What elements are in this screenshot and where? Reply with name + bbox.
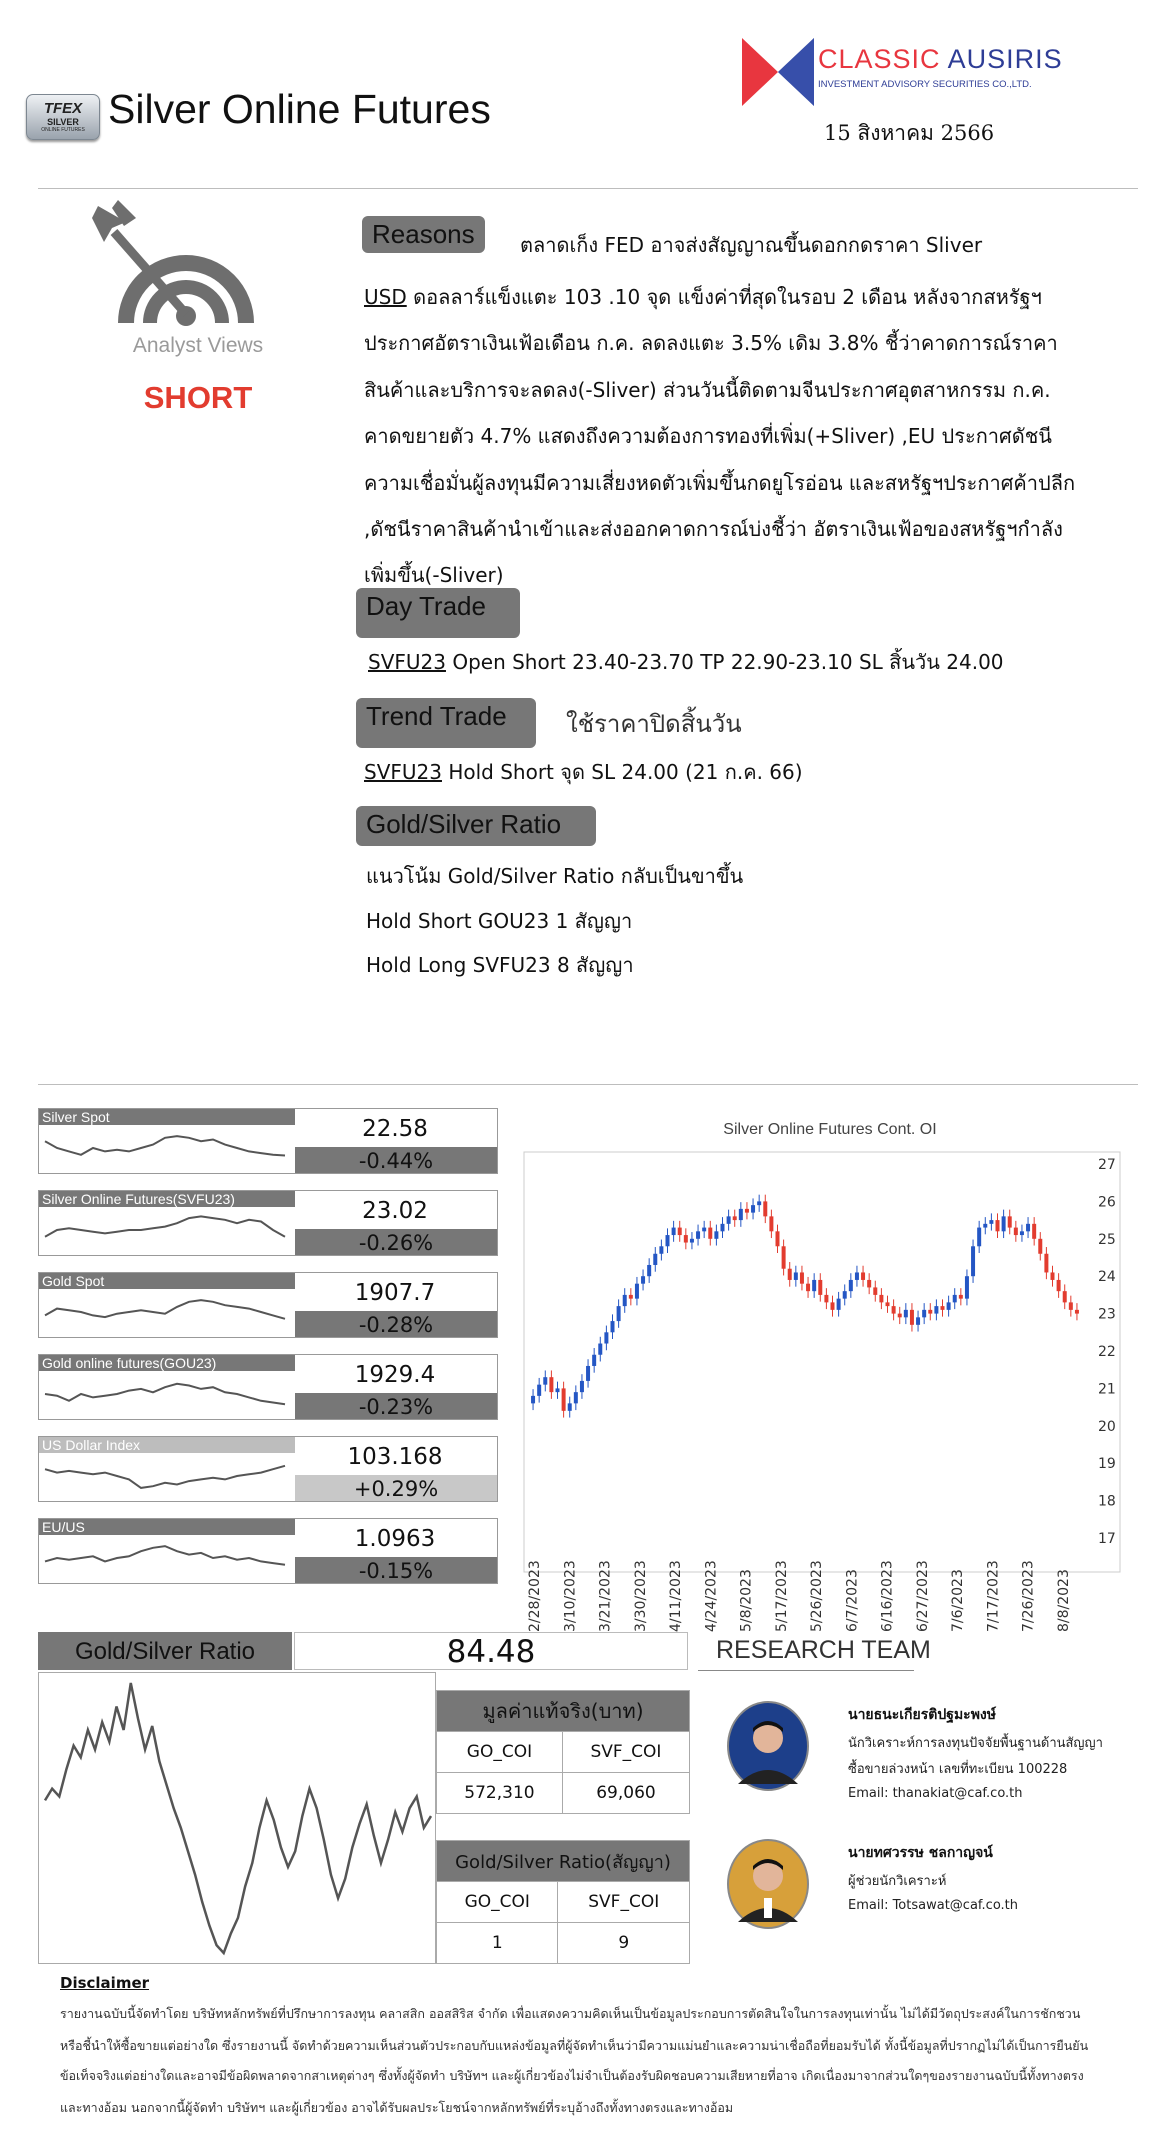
candle-body (733, 1216, 737, 1220)
x-tick-label: 5/17/2023 (773, 1560, 790, 1632)
ticker-value: 103.168 (347, 1444, 443, 1470)
candle-body (867, 1280, 871, 1287)
disclaimer-line-2: หรือชี้นำให้ซื้อขายแต่อย่างใด ซึ่งรายงานนี้ จัดทำด้วยความเห็นส่วนตัวประกอบกับแหล่งข้อมูลที่ผู้จัดทำเห็นว่ามีความแม่นยำและความน่าเชื่อถือที่ยอมรับได้ ทั้งนี้ข้อมูลที่ปรากฏไม่ได้เป็นการยืนยัน (60, 2038, 1089, 2053)
candle-body (1038, 1239, 1042, 1254)
ticker-value: 23.02 (362, 1198, 428, 1224)
candle-body (794, 1272, 798, 1279)
ticker-value: 1929.4 (354, 1362, 436, 1388)
ticker-label: Gold online futures(GOU23) (39, 1355, 295, 1371)
tfex-logo-sub2: ONLINE FUTURES (41, 127, 85, 133)
gs-ratio-title: Gold/Silver Ratio (38, 1632, 292, 1670)
gs-ratio-line-2: Hold Short GOU23 1 สัญญา (366, 909, 633, 933)
x-tick-label: 2/28/2023 (527, 1560, 543, 1632)
ticker-label: EU/US (39, 1519, 295, 1535)
analyst-2-avatar (726, 1838, 810, 1930)
x-tick-label: 4/11/2023 (668, 1560, 685, 1632)
trend-trade-symbol: SVFU23 (364, 760, 442, 784)
target-arrow-icon (88, 198, 278, 328)
contract-table-val-2: 9 (558, 1923, 690, 1964)
ticker-sparkline (41, 1535, 291, 1581)
disclaimer-line-1: รายงานฉบับนี้จัดทำโดย บริษัทหลักทรัพย์ที่ปรึกษาการลงทุน คลาสสิก ออสสิริส จำกัด เพื่อแสดงความคิดเห็นเป็นข้อมูลประกอบการตัดสินใจในการลงทุนเท่านั้น ไม่ได้มีวัตถุประสงค์ในการชักชวน (60, 2006, 1081, 2021)
x-tick-label: 6/7/2023 (844, 1569, 861, 1632)
candle-body (666, 1235, 670, 1246)
candle-body (769, 1216, 773, 1231)
contract-table-col-2: SVF_COI (558, 1882, 690, 1923)
candle-body (898, 1314, 902, 1318)
research-team-title: RESEARCH TEAM (716, 1636, 931, 1664)
candle-body (818, 1280, 822, 1295)
value-table-val-1: 572,310 (437, 1773, 563, 1814)
y-tick-label: 19 (1098, 1456, 1116, 1473)
candle-body (983, 1224, 987, 1228)
brand-name-b: AUSIRIS (947, 44, 1063, 74)
candle-body (1069, 1302, 1073, 1309)
ticker-label: Silver Online Futures(SVFU23) (39, 1191, 295, 1207)
y-tick-label: 20 (1098, 1418, 1116, 1435)
trend-trade-note: ใช้ราคาปิดสิ้นวัน (566, 710, 742, 738)
brand-name-a: CLASSIC (818, 44, 948, 74)
candle-body (537, 1385, 541, 1396)
analyst-1-name: นายธนะเกียรติปฐมะพงษ์ (848, 1707, 996, 1723)
candle-body (953, 1295, 957, 1302)
analyst-1-email: Email: thanakiat@caf.co.th (848, 1786, 1023, 1801)
gs-ratio-line-1: แนวโน้ม Gold/Silver Ratio กลับเป็นขาขึ้น (366, 864, 744, 888)
candle-body (641, 1276, 645, 1283)
contract-table-col-1: GO_COI (437, 1882, 558, 1923)
x-tick-label: 8/8/2023 (1055, 1569, 1072, 1632)
report-date: 15 สิงหาคม 2566 (824, 121, 995, 145)
candle-body (1002, 1216, 1006, 1231)
candle-body (776, 1231, 780, 1246)
candle-body (1057, 1280, 1061, 1291)
ticker-change: -0.26% (295, 1229, 497, 1255)
candle-body (879, 1295, 883, 1302)
value-table-val-2: 69,060 (562, 1773, 689, 1814)
contract-table-val-1: 1 (437, 1923, 558, 1964)
value-table-col-1: GO_COI (437, 1732, 563, 1773)
y-tick-label: 17 (1098, 1531, 1116, 1547)
candle-body (1008, 1216, 1012, 1227)
contract-table-header: Gold/Silver Ratio(สัญญา) (437, 1841, 690, 1882)
usd-link: USD (364, 285, 407, 309)
ticker-sparkline (41, 1207, 291, 1253)
ticker-sparkline (41, 1125, 291, 1171)
candle-body (763, 1201, 767, 1216)
analyst-1-role: นักวิเคราะห์การลงทุนปัจจัยพื้นฐานด้านสัญญา (848, 1736, 1103, 1751)
candle-body (849, 1280, 853, 1291)
candle-body (592, 1355, 596, 1366)
tfex-logo-sub: SILVER (47, 117, 79, 127)
ticker-panel (38, 1272, 498, 1338)
candle-body (659, 1246, 663, 1253)
analyst-2-role: ผู้ช่วยนักวิเคราะห์ (848, 1874, 947, 1889)
ticker-label: Gold Spot (39, 1273, 295, 1289)
candle-body (892, 1306, 896, 1313)
analyst-2-email: Email: Totsawat@caf.co.th (848, 1898, 1019, 1913)
candle-body (623, 1295, 627, 1306)
candle-body (531, 1396, 535, 1403)
analyst-1-role-2: ซื้อขายล่วงหน้า เลขที่ทะเบียน 100228 (848, 1762, 1068, 1777)
signal-label: SHORT (143, 380, 253, 415)
contract-table (436, 1840, 690, 1964)
x-tick-label: 7/26/2023 (1020, 1560, 1037, 1632)
reasons-line-2 (364, 281, 1042, 313)
y-tick-label: 22 (1098, 1344, 1116, 1360)
trend-trade-tag: Trend Trade (356, 698, 536, 748)
candle-body (928, 1310, 932, 1314)
ticker-change: +0.29% (295, 1475, 497, 1501)
x-tick-label: 4/24/2023 (703, 1560, 720, 1632)
x-tick-label: 3/10/2023 (562, 1560, 579, 1632)
y-tick-label: 18 (1098, 1493, 1116, 1510)
candle-body (690, 1239, 694, 1243)
x-tick-label: 7/17/2023 (985, 1560, 1002, 1632)
candle-body (751, 1205, 755, 1212)
tfex-logo-text: TFEX (43, 100, 83, 117)
candle-body (1026, 1224, 1030, 1231)
disclaimer-line-3: ข้อเท็จจริงแต่อย่างใดและอาจมีข้อผิดพลาดจากสาเหตุต่างๆ ซึ่งทั้งผู้จัดทำ บริษัทฯ และผู้เกี่ยวข้องไม่จำเป็นต้องรับผิดชอบความเสียหายที่อาจ เกิดเนื่องมาจากส่วนใดๆของรายงานฉบับนี้ทั้งทางตรง (60, 2068, 1084, 2083)
ticker-sparkline (41, 1289, 291, 1335)
gs-ratio-line-3: Hold Long SVFU23 8 สัญญา (366, 953, 634, 977)
header-divider (38, 188, 1138, 189)
section-divider (38, 1084, 1138, 1085)
chart-frame (524, 1152, 1120, 1572)
candle-body (568, 1403, 572, 1410)
value-table-header: มูลค่าแท้จริง(บาท) (437, 1691, 690, 1732)
disclaimer-line-4: และทางอ้อม นอกจากนี้ผู้จัดทำ บริษัทฯ และผู้เกี่ยวข้อง อาจได้รับผลประโยชน์จากหลักทรัพย์ที่ระบุอ้างถึงทั้งทางตรงและทางอ้อม (60, 2100, 734, 2115)
candle-body (739, 1209, 743, 1220)
y-tick-label: 24 (1098, 1269, 1116, 1286)
candle-body (653, 1254, 657, 1265)
x-tick-label: 3/21/2023 (597, 1560, 614, 1632)
candle-body (543, 1377, 547, 1384)
tfex-logo (26, 94, 100, 140)
reasons-line-1: ตลาดเก็ง FED อาจส่งสัญญาณขึ้นดอกกดราคา Sliver (520, 233, 983, 257)
candle-body (965, 1276, 969, 1298)
candle-body (959, 1295, 963, 1299)
gs-ratio-value: 84.48 (294, 1632, 688, 1670)
y-tick-label: 25 (1098, 1231, 1116, 1248)
gs-ratio-chart (38, 1672, 436, 1964)
reasons-tag: Reasons (362, 216, 485, 253)
reasons-line-2-text: ดอลลาร์แข็งแตะ 103 .10 จุด แข็งค่าที่สุดในรอบ 2 เดือน หลังจากสหรัฐฯ (406, 285, 1042, 309)
candle-body (635, 1284, 639, 1299)
classic-ausiris-logo-icon (742, 36, 814, 108)
candle-body (782, 1246, 786, 1268)
ticker-value: 1907.7 (354, 1280, 436, 1306)
ticker-sparkline (41, 1371, 291, 1417)
candle-body (971, 1246, 975, 1276)
research-underline (698, 1670, 914, 1671)
candle-body (922, 1310, 926, 1317)
x-tick-label: 5/26/2023 (809, 1560, 826, 1632)
brand-subtitle: INVESTMENT ADVISORY SECURITIES CO.,LTD. (818, 79, 1032, 90)
candle-body (861, 1272, 865, 1279)
candle-body (1063, 1291, 1067, 1302)
candle-body (947, 1302, 951, 1309)
day-trade-text (368, 646, 1004, 678)
candle-body (831, 1302, 835, 1309)
reasons-line-4: สินค้าและบริการจะลดลง(-Sliver) ส่วนวันนี้ติดตามจีนประกาศอุตสาหกรรม ก.ค. (364, 378, 1051, 402)
candle-body (549, 1377, 553, 1392)
y-tick-label: 26 (1098, 1194, 1116, 1211)
candle-body (934, 1306, 938, 1313)
page-title: Silver Online Futures (108, 86, 491, 132)
analyst-1-avatar (726, 1700, 810, 1792)
ticker-panel (38, 1190, 498, 1256)
x-tick-label: 3/30/2023 (632, 1560, 649, 1632)
candle-body (1051, 1272, 1055, 1279)
y-tick-label: 27 (1098, 1157, 1116, 1173)
candle-body (574, 1392, 578, 1403)
candle-body (745, 1209, 749, 1213)
day-trade-symbol: SVFU23 (368, 650, 446, 674)
candle-body (727, 1216, 731, 1223)
day-trade-tag: Day Trade (356, 588, 520, 638)
ticker-label: Silver Spot (39, 1109, 295, 1125)
reasons-line-5: คาดขยายตัว 4.7% แสดงถึงความต้องการทองที่เพิ่ม(+Sliver) ,EU ประกาศดัชนี (364, 424, 1052, 448)
candle-body (941, 1306, 945, 1310)
candle-body (855, 1272, 859, 1279)
ticker-label: US Dollar Index (39, 1437, 295, 1453)
ticker-change: -0.28% (295, 1311, 497, 1337)
candle-body (989, 1220, 993, 1224)
candle-body (721, 1224, 725, 1231)
candle-body (702, 1228, 706, 1232)
ticker-value: 22.58 (362, 1116, 428, 1142)
candle-body (806, 1284, 810, 1291)
candle-body (904, 1310, 908, 1317)
candle-body (788, 1269, 792, 1280)
candle-body (800, 1272, 804, 1283)
reasons-line-6: ความเชื่อมั่นผู้ลงทุนมีความเสี่ยงหดตัวเพิ่มขึ้นกดยูโรอ่อน และสหรัฐฯประกาศค้าปลีก (364, 471, 1076, 495)
candle-body (678, 1228, 682, 1235)
candle-body (580, 1381, 584, 1392)
ticker-value: 1.0963 (354, 1526, 436, 1552)
gs-ratio-tag: Gold/Silver Ratio (356, 806, 596, 846)
candle-body (824, 1295, 828, 1302)
candle-body (886, 1302, 890, 1306)
candle-body (837, 1299, 841, 1310)
reasons-line-7: ,ดัชนีราคาสินค้านำเข้าและส่งออกคาดการณ์บ่งชี้ว่า อัตราเงินเฟ้อของสหรัฐฯกำลัง (364, 517, 1063, 541)
candle-body (617, 1306, 621, 1321)
candle-body (684, 1235, 688, 1242)
candle-body (1020, 1231, 1024, 1235)
candle-body (916, 1317, 920, 1324)
chart-title: Silver Online Futures Cont. OI (723, 1121, 937, 1138)
day-trade-detail: Open Short 23.40-23.70 TP 22.90-23.10 SL สิ้นวัน 24.00 (445, 650, 1004, 674)
brand-name (818, 44, 1063, 75)
y-tick-label: 21 (1098, 1381, 1116, 1398)
reasons-line-3: ประกาศอัตราเงินเฟ้อเดือน ก.ค. ลดลงแตะ 3.5% เดิม 3.8% ชี้ว่าคาดการณ์ราคา (364, 331, 1058, 355)
ticker-change: -0.44% (295, 1147, 497, 1173)
main-chart (520, 1100, 1140, 1640)
ticker-sparkline (41, 1453, 291, 1499)
ticker-change: -0.23% (295, 1393, 497, 1419)
value-table (436, 1690, 690, 1814)
candle-body (757, 1201, 761, 1205)
candle-body (672, 1228, 676, 1235)
candle-body (708, 1228, 712, 1239)
candle-body (647, 1265, 651, 1276)
candle-body (1075, 1310, 1079, 1314)
analyst-views-label: Analyst Views (132, 334, 264, 357)
candle-body (873, 1287, 877, 1294)
x-tick-label: 6/27/2023 (914, 1560, 931, 1632)
ticker-panel (38, 1436, 498, 1502)
gs-ratio-line (45, 1683, 431, 1953)
y-tick-label: 23 (1098, 1306, 1116, 1323)
x-tick-label: 6/16/2023 (879, 1560, 896, 1632)
candle-body (812, 1280, 816, 1291)
candle-body (843, 1291, 847, 1298)
trend-trade-detail: Hold Short จุด SL 24.00 (21 ก.ค. 66) (441, 760, 803, 784)
candle-body (996, 1220, 1000, 1231)
candle-body (1044, 1254, 1048, 1273)
candle-body (910, 1310, 914, 1325)
reasons-line-8: เพิ่มขึ้น(-Sliver) (364, 563, 504, 587)
candle-body (586, 1366, 590, 1381)
trend-trade-text (364, 756, 803, 788)
candle-body (696, 1231, 700, 1238)
x-tick-label: 5/8/2023 (738, 1569, 755, 1632)
main-chart-svg (520, 1100, 1140, 1640)
candle-body (1014, 1228, 1018, 1235)
candle-body (604, 1332, 608, 1343)
ticker-change: -0.15% (295, 1557, 497, 1583)
disclaimer-title: Disclaimer (60, 1974, 150, 1992)
candle-body (611, 1321, 615, 1332)
candle-body (629, 1295, 633, 1299)
candle-body (562, 1388, 566, 1410)
candle-body (556, 1388, 560, 1392)
ticker-panel (38, 1354, 498, 1420)
x-tick-label: 7/6/2023 (950, 1569, 967, 1632)
ticker-panel (38, 1518, 498, 1584)
candle-body (977, 1228, 981, 1247)
gs-ratio-svg (39, 1673, 435, 1963)
analyst-2-name: นายทศวรรษ ชลกาญจน์ (848, 1845, 993, 1861)
value-table-col-2: SVF_COI (562, 1732, 689, 1773)
candle-body (714, 1231, 718, 1238)
candle-body (598, 1344, 602, 1355)
ticker-panel (38, 1108, 498, 1174)
candle-body (1032, 1224, 1036, 1239)
